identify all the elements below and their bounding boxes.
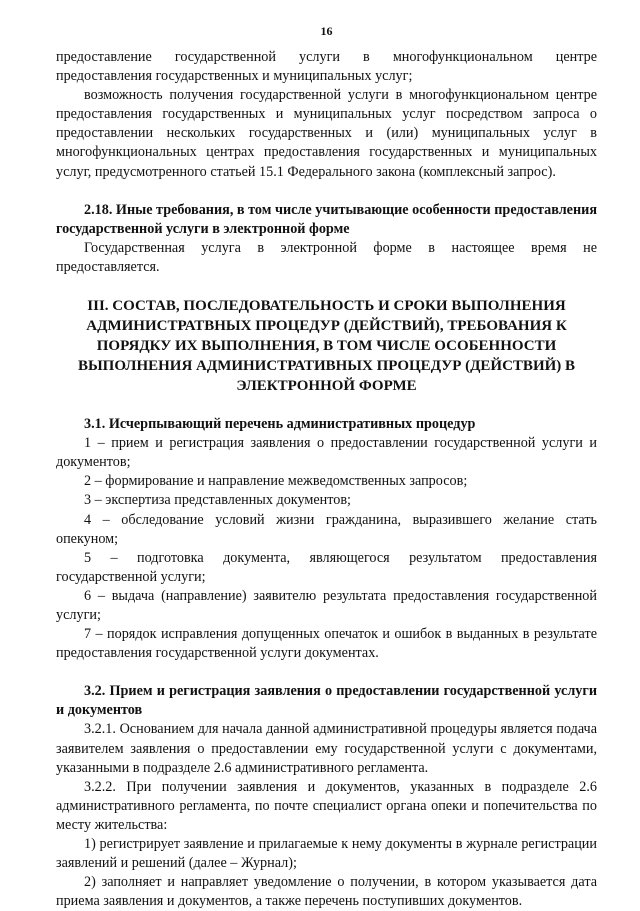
spacer [56,277,597,296]
spacer [56,396,597,415]
list-item: 2 – формирование и направление межведомственных запросов; [84,473,468,490]
list-item: 1 – прием и регистрация заявления о предоставлении государственной услуги и документов; [56,435,597,471]
paragraph: 1) регистрирует заявление и прилагаемые к нему документы в журнале регистрации заявлений и решений (далее – Журнал); [56,836,597,872]
paragraph: предоставление государственной услуги в многофункциональном центре предоставления государственных и муниципальных услуг; [56,49,597,85]
paragraph: 2) заполняет и направляет уведомление о получении, в котором указывается дата приема заявления и документов, а также перечень поступивших документов. [56,874,597,910]
document-page [56,24,597,911]
list-item: 4 – обследование условий жизни гражданина, выразившего желание стать опекуном; [56,511,597,547]
paragraph: возможность получения государственной услуги в многофункциональном центре предоставления государственных и муниципальных услуг посредством запроса о предоставлении нескольких государственных и (или) муниципальных услуг в многофункциональных центрах предоставления государственных и муниципальных услуг, предусмотренного статьей 15.1 Федерального закона (комплексный запрос). [56,87,597,180]
page-number: 16 [320,24,333,38]
list-item: 6 – выдача (направление) заявителю результата предоставления государственной услуги; [56,587,597,623]
paragraph: 3.2.1. Основанием для начала данной административной процедуры является подача заявителем заявления о предоставлении ему государственной услуги с документами, указанными в подразделе 2.6 административного регламента. [56,721,597,776]
paragraph: Государственная услуга в электронной форме в настоящее время не предоставляется. [56,239,597,275]
spacer [56,182,597,201]
list-item: 5 – подготовка документа, являющегося результатом предоставления государственной услуги; [56,549,597,585]
section-3-1-title: 3.1. Исчерпывающий перечень административных процедур [84,416,476,433]
list-item: 7 – порядок исправления допущенных опечаток и ошибок в выданных в результате предоставления государственной услуги документах. [56,626,597,662]
list-item: 3 – экспертиза представленных документов; [84,492,351,509]
chapter-3-title: III. СОСТАВ, ПОСЛЕДОВАТЕЛЬНОСТЬ И СРОКИ ВЫПОЛНЕНИЯ АДМИНИСТРАТВНЫХ ПРОЦЕДУР (ДЕЙСТВИЙ), ТРЕБОВАНИЯ К ПОРЯДКУ ИХ ВЫПОЛНЕНИЯ, В ТОМ ЧИСЛЕ ОСОБЕННОСТИ ВЫПОЛНЕНИЯ АДМИНИСТРАТИВНЫХ ПРОЦЕДУР (ДЕЙСТВИЙ) В ЭЛЕКТРОННОЙ ФОРМЕ [77,298,576,395]
paragraph: 3.2.2. При получении заявления и документов, указанных в подразделе 2.6 административного регламента, по почте специалист органа опеки и попечительства по месту жительства: [56,778,597,833]
spacer [56,663,597,682]
section-2-18-title: 2.18. Иные требования, в том числе учитывающие особенности предоставления государственной услуги в электронной форме [56,201,597,237]
section-3-2-title: 3.2. Прием и регистрация заявления о предоставлении государственной услуги и документов [56,683,597,719]
